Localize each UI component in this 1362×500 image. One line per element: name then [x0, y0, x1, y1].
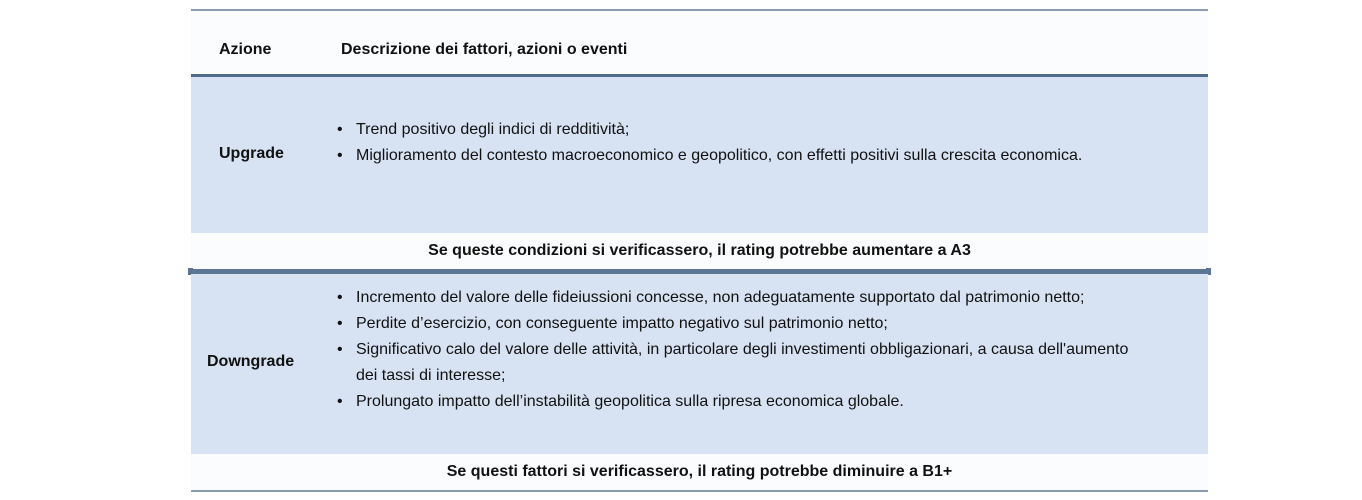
- downgrade-bullet-text: Perdite d’esercizio, con conseguente impatto negativo sul patrimonio netto;: [356, 315, 888, 332]
- upgrade-conclusion: Se queste condizioni si verificassero, il rating potrebbe aumentare a A3: [191, 233, 1208, 269]
- bullet-icon: •: [337, 315, 343, 332]
- header-action-label: Azione: [219, 41, 272, 58]
- upgrade-bullet-text: Miglioramento del contesto macroeconomico e geopolitico, con effetti positivi sulla crescita economica.: [356, 147, 1083, 164]
- bullet-icon: •: [337, 121, 343, 138]
- table-bottom-rule: [191, 490, 1208, 492]
- downgrade-action-label: Downgrade: [207, 353, 295, 370]
- bullet-icon: •: [337, 147, 343, 164]
- header-description-label: Descrizione dei fattori, azioni o eventi: [341, 41, 628, 58]
- bullet-icon: •: [337, 393, 343, 410]
- downgrade-bullet-item: [334, 285, 1154, 311]
- upgrade-bullet-list: [334, 117, 1154, 169]
- rating-table: [191, 9, 1208, 492]
- downgrade-bullet-text: Prolungato impatto dell’instabilità geopolitica sulla ripresa economica globale.: [356, 393, 904, 410]
- bullet-icon: •: [337, 289, 343, 306]
- upgrade-action-label: Upgrade: [219, 145, 284, 162]
- table-header: [191, 11, 1208, 74]
- downgrade-bullet-text: Incremento del valore delle fideiussioni concesse, non adeguatamente supportato dal patrimonio netto;: [356, 289, 1085, 306]
- downgrade-bullet-item: [334, 337, 1154, 389]
- bullet-icon: •: [337, 341, 343, 358]
- downgrade-bullet-item: [334, 311, 1154, 337]
- downgrade-conclusion: Se questi fattori si verificassero, il rating potrebbe diminuire a B1+: [191, 454, 1208, 490]
- downgrade-block: [191, 274, 1208, 454]
- upgrade-bullet-item: [334, 117, 1154, 143]
- downgrade-bullet-list: [334, 285, 1154, 415]
- upgrade-bullet-item: [334, 143, 1154, 169]
- upgrade-block: [191, 77, 1208, 233]
- downgrade-bullet-item: [334, 389, 1154, 415]
- downgrade-bullet-text: Significativo calo del valore delle attività, in particolare degli investimenti obbligazionari, a causa dell'aumento dei tassi di interesse;: [356, 341, 1129, 384]
- upgrade-bullet-text: Trend positivo degli indici di redditività;: [356, 121, 630, 138]
